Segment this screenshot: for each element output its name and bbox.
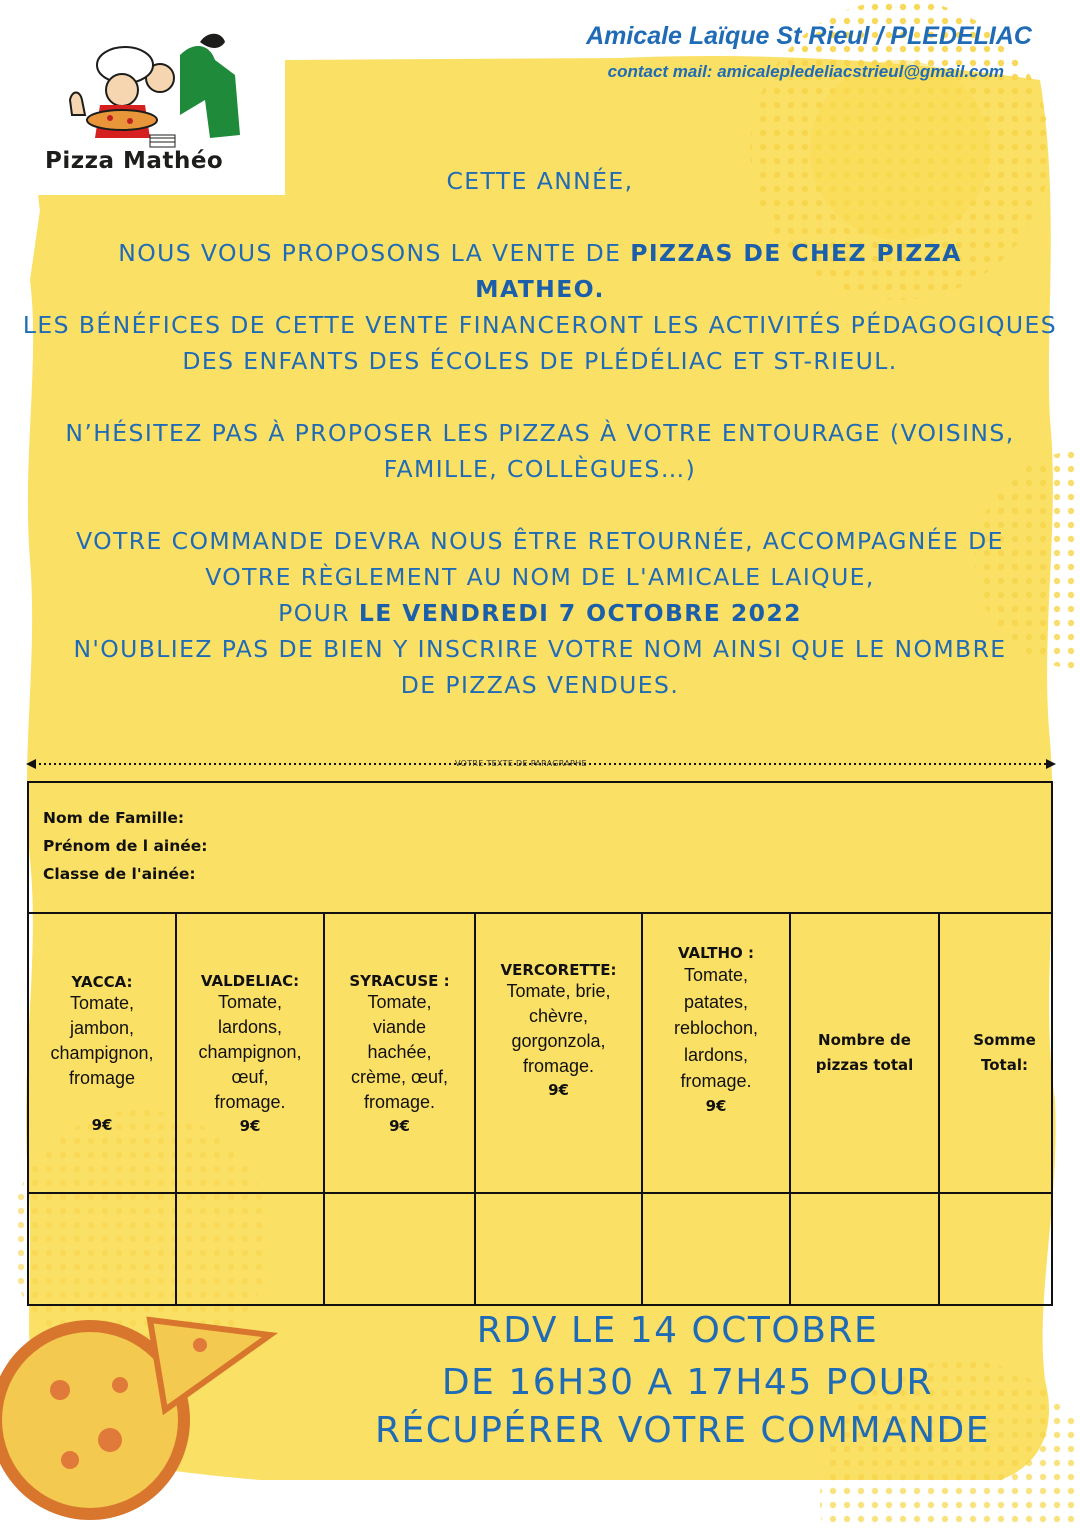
pizza-name: VERCORETTE: bbox=[500, 961, 617, 979]
benefits-paragraph: LES BÉNÉFICES DE CETTE VENTE FINANCERONT LES ACTIVITÉS PÉDAGOGIQUES DES ENFANTS DES ÉCOLES DE PLÉDÉLIAC ET ST-RIEUL. bbox=[22, 311, 1058, 375]
chef-logo-icon bbox=[30, 20, 285, 150]
pizza-description: Tomate, jambon, champignon, fromage bbox=[50, 992, 154, 1088]
divider-label: VOTRE TEXTE DE PARAGRAPHE bbox=[455, 759, 587, 768]
column-total-sum bbox=[940, 914, 1053, 1306]
intro-line-1: CETTE ANNÉE, bbox=[446, 167, 634, 195]
first-name-label: Prénom de l ainée: bbox=[43, 837, 208, 855]
share-paragraph: N’HÉSITEZ PAS À PROPOSER LES PIZZAS À VOTRE ENTOURAGE (VOISINS, FAMILLE, COLLÈGUES…) bbox=[65, 419, 1015, 483]
pizza-name: VALDELIAC: bbox=[200, 971, 300, 990]
family-name-label: Nom de Famille: bbox=[43, 809, 185, 827]
total-sum-header: Somme Total: bbox=[973, 1031, 1036, 1074]
offer-paragraph bbox=[20, 235, 1060, 307]
class-label: Classe de l'ainée: bbox=[43, 865, 196, 883]
pizza-cell-valtho bbox=[643, 914, 789, 1192]
column-valtho bbox=[643, 914, 791, 1306]
deadline-prefix: POUR bbox=[278, 599, 359, 627]
pizza-description: Tomate, viande hachée, crème, œuf, fromage. bbox=[350, 991, 448, 1112]
pizza-cell-valdeliac bbox=[177, 914, 323, 1192]
pizza-price: 9€ bbox=[548, 1081, 569, 1099]
rdv-line-3: RÉCUPÉRER VOTRE COMMANDE bbox=[374, 1410, 991, 1451]
total-count-header-cell bbox=[791, 914, 938, 1192]
pizza-description: Tomate, patates, reblochon, lardons, fromage. bbox=[673, 965, 759, 1091]
pizza-description: Tomate, brie, chèvre, gorgonzola, fromage. bbox=[506, 981, 611, 1076]
offer-bold: PIZZAS DE CHEZ PIZZA MATHEO. bbox=[475, 239, 962, 303]
column-vercorette bbox=[476, 914, 643, 1306]
pizza-cell-syracuse bbox=[325, 914, 474, 1192]
rdv-line-1: RDV LE 14 OCTOBRE bbox=[476, 1310, 879, 1351]
order-form-table bbox=[27, 781, 1053, 1306]
offer-prefix: NOUS VOUS PROPOSONS LA VENTE DE bbox=[118, 239, 631, 267]
pizza-cell-yacca bbox=[29, 914, 175, 1192]
column-syracuse bbox=[325, 914, 476, 1306]
deadline-date: LE VENDREDI 7 OCTOBRE 2022 bbox=[358, 599, 802, 627]
entry-row-divider bbox=[29, 1192, 1051, 1194]
rdv-line-2: DE 16H30 A 17H45 POUR bbox=[441, 1362, 934, 1403]
pizza-name: YACCA: bbox=[71, 972, 133, 991]
reminder-paragraph: N'OUBLIEZ PAS DE BIEN Y INSCRIRE VOTRE NOM AINSI QUE LE NOMBRE DE PIZZAS VENDUES. bbox=[73, 635, 1007, 699]
pizza-name: VALTHO : bbox=[677, 944, 755, 962]
column-yacca bbox=[29, 914, 177, 1306]
column-valdeliac bbox=[177, 914, 325, 1306]
pizza-name: SYRACUSE : bbox=[349, 971, 450, 990]
pizza-price: 9€ bbox=[389, 1116, 410, 1135]
pizza-price: 9€ bbox=[239, 1116, 261, 1135]
pizza-price: 9€ bbox=[91, 1115, 113, 1134]
org-title: Amicale Laïque St Rieul / PLEDELIAC bbox=[586, 22, 1032, 50]
pizza-price: 9€ bbox=[705, 1096, 727, 1115]
pizza-description: Tomate, lardons, champignon, œuf, fromage. bbox=[198, 991, 302, 1112]
total-count-header: Nombre de pizzas total bbox=[815, 1031, 914, 1074]
total-sum-header-cell bbox=[940, 914, 1053, 1192]
pizza-cell-vercorette bbox=[476, 914, 641, 1192]
column-total-count bbox=[791, 914, 940, 1306]
identity-section bbox=[29, 783, 1051, 914]
logo-text: Pizza Mathéo bbox=[45, 148, 224, 174]
contact-email: contact mail: amicalepledeliacstrieul@gmail.com bbox=[607, 62, 1004, 81]
deadline-line bbox=[20, 595, 1060, 631]
return-paragraph: VOTRE COMMANDE DEVRA NOUS ÊTRE RETOURNÉE, ACCOMPAGNÉE DE VOTRE RÈGLEMENT AU NOM DE L'AMICALE LAIQUE, bbox=[76, 527, 1004, 591]
